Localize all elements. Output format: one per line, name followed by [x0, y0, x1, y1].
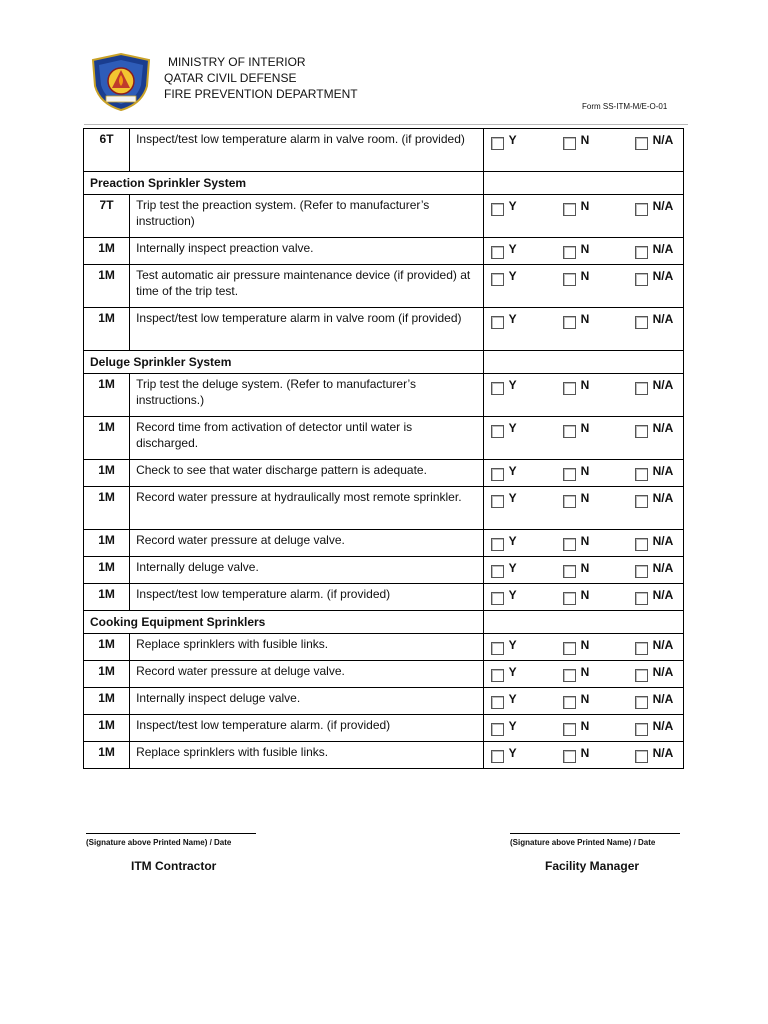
option-no[interactable] [563, 491, 590, 508]
checkbox-yes[interactable] [491, 565, 504, 578]
manager-role-label: Facility Manager [545, 859, 640, 873]
option-na[interactable] [635, 378, 674, 395]
contractor-role-label: ITM Contractor [131, 859, 217, 873]
section-answer-cell [483, 611, 683, 634]
checkbox-na[interactable] [635, 495, 648, 508]
frequency-cell: 1M [84, 460, 130, 487]
frequency-cell: 1M [84, 634, 130, 661]
option-yes[interactable] [491, 746, 517, 763]
option-label-na: N/A [652, 242, 674, 256]
option-yes[interactable] [491, 312, 517, 329]
ministry-line: MINISTRY OF INTERIOR [168, 55, 306, 69]
checkbox-no[interactable] [563, 316, 576, 329]
checkbox-na[interactable] [635, 592, 648, 605]
option-label-no: N [580, 242, 590, 256]
checkbox-no[interactable] [563, 565, 576, 578]
option-na[interactable] [635, 638, 674, 655]
section-row [84, 172, 684, 195]
task-description: Record water pressure at hydraulically most remote sprinkler. [130, 487, 484, 530]
answer-cell [483, 742, 683, 769]
frequency-cell: 1M [84, 487, 130, 530]
option-no[interactable] [563, 242, 590, 259]
checkbox-no[interactable] [563, 750, 576, 763]
option-label-no: N [580, 588, 590, 602]
civil-defense-line: QATAR CIVIL DEFENSE [164, 71, 297, 85]
frequency-cell: 1M [84, 265, 130, 308]
option-yes[interactable] [491, 534, 517, 551]
option-label-na: N/A [652, 133, 674, 147]
answer-options [491, 491, 683, 509]
option-no[interactable] [563, 534, 590, 551]
option-label-na: N/A [652, 312, 674, 326]
option-no[interactable] [563, 421, 590, 438]
task-description: Inspect/test low temperature alarm. (if provided) [130, 715, 484, 742]
option-label-yes: Y [508, 199, 517, 213]
checklist-row [84, 557, 684, 584]
task-description: Internally inspect preaction valve. [130, 238, 484, 265]
checkbox-na[interactable] [635, 137, 648, 150]
frequency-cell: 1M [84, 238, 130, 265]
checkbox-yes[interactable] [491, 750, 504, 763]
option-label-na: N/A [652, 378, 674, 392]
checklist-row [84, 308, 684, 351]
answer-cell [483, 129, 683, 172]
option-label-yes: Y [508, 746, 517, 760]
option-label-yes: Y [508, 534, 517, 548]
option-yes[interactable] [491, 269, 517, 286]
frequency-cell: 1M [84, 417, 130, 460]
option-label-no: N [580, 665, 590, 679]
checklist-row [84, 374, 684, 417]
answer-options [491, 692, 683, 710]
option-label-yes: Y [508, 588, 517, 602]
option-no[interactable] [563, 746, 590, 763]
section-title: Deluge Sprinkler System [84, 351, 484, 374]
checklist-row [84, 238, 684, 265]
option-yes[interactable] [491, 421, 517, 438]
option-no[interactable] [563, 464, 590, 481]
checklist-row [84, 661, 684, 688]
answer-options [491, 242, 683, 260]
option-label-yes: Y [508, 312, 517, 326]
option-label-yes: Y [508, 133, 517, 147]
option-label-yes: Y [508, 692, 517, 706]
answer-cell [483, 661, 683, 688]
checkbox-na[interactable] [635, 642, 648, 655]
answer-cell [483, 688, 683, 715]
checklist-row [84, 742, 684, 769]
checklist-row [84, 688, 684, 715]
section-answer-cell [483, 172, 683, 195]
answer-cell [483, 374, 683, 417]
option-yes[interactable] [491, 561, 517, 578]
checklist-row [84, 584, 684, 611]
manager-signature-line[interactable]: (Signature above Printed Name) / Date [510, 833, 680, 847]
option-no[interactable] [563, 692, 590, 709]
checkbox-no[interactable] [563, 425, 576, 438]
option-label-na: N/A [652, 269, 674, 283]
option-label-na: N/A [652, 588, 674, 602]
option-label-na: N/A [652, 534, 674, 548]
frequency-cell: 1M [84, 661, 130, 688]
checkbox-yes[interactable] [491, 696, 504, 709]
checklist-row [84, 715, 684, 742]
option-label-na: N/A [652, 199, 674, 213]
frequency-cell: 1M [84, 715, 130, 742]
option-yes[interactable] [491, 491, 517, 508]
checkbox-na[interactable] [635, 538, 648, 551]
checkbox-yes[interactable] [491, 273, 504, 286]
answer-options [491, 665, 683, 683]
checklist-row [84, 487, 684, 530]
answer-options [491, 269, 683, 287]
answer-options [491, 133, 683, 151]
checkbox-na[interactable] [635, 246, 648, 259]
checkbox-no[interactable] [563, 137, 576, 150]
option-label-no: N [580, 491, 590, 505]
option-na[interactable] [635, 491, 674, 508]
option-label-na: N/A [652, 638, 674, 652]
task-description: Replace sprinklers with fusible links. [130, 634, 484, 661]
section-answer-cell [483, 351, 683, 374]
checkbox-na[interactable] [635, 750, 648, 763]
task-description: Record water pressure at deluge valve. [130, 661, 484, 688]
frequency-cell: 1M [84, 742, 130, 769]
option-no[interactable] [563, 199, 590, 216]
checkbox-na[interactable] [635, 425, 648, 438]
option-na[interactable] [635, 665, 674, 682]
option-no[interactable] [563, 133, 590, 150]
checkbox-yes[interactable] [491, 538, 504, 551]
department-line: FIRE PREVENTION DEPARTMENT [164, 87, 358, 101]
checkbox-yes[interactable] [491, 382, 504, 395]
option-na[interactable] [635, 692, 674, 709]
option-no[interactable] [563, 312, 590, 329]
form-code: Form SS-ITM-M/E-O-01 [582, 102, 668, 111]
checkbox-no[interactable] [563, 468, 576, 481]
header-divider [84, 124, 688, 125]
answer-cell [483, 530, 683, 557]
checkbox-yes[interactable] [491, 468, 504, 481]
checklist-row [84, 460, 684, 487]
answer-cell [483, 460, 683, 487]
option-label-yes: Y [508, 269, 517, 283]
frequency-cell: 1M [84, 530, 130, 557]
option-label-yes: Y [508, 561, 517, 575]
frequency-cell: 1M [84, 374, 130, 417]
option-label-no: N [580, 692, 590, 706]
task-description: Test automatic air pressure maintenance device (if provided) at time of the trip test. [130, 265, 484, 308]
task-description: Record water pressure at deluge valve. [130, 530, 484, 557]
option-label-yes: Y [508, 719, 517, 733]
answer-cell [483, 557, 683, 584]
checkbox-no[interactable] [563, 592, 576, 605]
checkbox-yes[interactable] [491, 246, 504, 259]
checklist-row [84, 530, 684, 557]
answer-options [491, 312, 683, 330]
answer-cell [483, 487, 683, 530]
option-na[interactable] [635, 464, 674, 481]
answer-options [491, 746, 683, 764]
answer-options [491, 719, 683, 737]
option-no[interactable] [563, 665, 590, 682]
answer-options [491, 588, 683, 606]
checkbox-na[interactable] [635, 723, 648, 736]
option-yes[interactable] [491, 692, 517, 709]
option-yes[interactable] [491, 588, 517, 605]
option-no[interactable] [563, 269, 590, 286]
task-description: Replace sprinklers with fusible links. [130, 742, 484, 769]
checkbox-yes[interactable] [491, 495, 504, 508]
section-title: Preaction Sprinkler System [84, 172, 484, 195]
option-label-yes: Y [508, 638, 517, 652]
answer-cell [483, 584, 683, 611]
checkbox-no[interactable] [563, 203, 576, 216]
option-yes[interactable] [491, 199, 517, 216]
option-label-no: N [580, 746, 590, 760]
answer-cell [483, 265, 683, 308]
option-yes[interactable] [491, 464, 517, 481]
checkbox-yes[interactable] [491, 137, 504, 150]
checkbox-na[interactable] [635, 565, 648, 578]
task-description: Inspect/test low temperature alarm in valve room (if provided) [130, 308, 484, 351]
option-na[interactable] [635, 133, 674, 150]
checklist-row [84, 265, 684, 308]
task-description: Trip test the deluge system. (Refer to manufacturer’s instructions.) [130, 374, 484, 417]
task-description: Internally deluge valve. [130, 557, 484, 584]
frequency-cell: 7T [84, 195, 130, 238]
checkbox-no[interactable] [563, 273, 576, 286]
option-yes[interactable] [491, 242, 517, 259]
answer-cell [483, 308, 683, 351]
option-label-no: N [580, 561, 590, 575]
option-label-na: N/A [652, 746, 674, 760]
answer-options [491, 638, 683, 656]
option-na[interactable] [635, 561, 674, 578]
checkbox-yes[interactable] [491, 425, 504, 438]
option-label-no: N [580, 133, 590, 147]
option-label-na: N/A [652, 491, 674, 505]
option-label-na: N/A [652, 692, 674, 706]
option-na[interactable] [635, 719, 674, 736]
civil-defense-emblem-icon [90, 52, 152, 112]
checkbox-no[interactable] [563, 495, 576, 508]
option-label-no: N [580, 421, 590, 435]
task-description: Internally inspect deluge valve. [130, 688, 484, 715]
option-no[interactable] [563, 638, 590, 655]
checkbox-no[interactable] [563, 382, 576, 395]
frequency-cell: 6T [84, 129, 130, 172]
option-label-no: N [580, 534, 590, 548]
checkbox-yes[interactable] [491, 669, 504, 682]
answer-options [491, 534, 683, 552]
option-label-yes: Y [508, 242, 517, 256]
checkbox-no[interactable] [563, 538, 576, 551]
contractor-signature-line[interactable]: (Signature above Printed Name) / Date [86, 833, 256, 847]
option-label-yes: Y [508, 491, 517, 505]
answer-cell [483, 634, 683, 661]
checkbox-na[interactable] [635, 669, 648, 682]
answer-cell [483, 715, 683, 742]
task-description: Record time from activation of detector until water is discharged. [130, 417, 484, 460]
option-label-yes: Y [508, 464, 517, 478]
option-na[interactable] [635, 534, 674, 551]
option-no[interactable] [563, 588, 590, 605]
option-na[interactable] [635, 242, 674, 259]
checklist-row [84, 195, 684, 238]
option-label-yes: Y [508, 421, 517, 435]
option-no[interactable] [563, 719, 590, 736]
checklist-row [84, 417, 684, 460]
checklist-row [84, 129, 684, 172]
checkbox-yes[interactable] [491, 642, 504, 655]
option-label-no: N [580, 638, 590, 652]
option-yes[interactable] [491, 719, 517, 736]
checkbox-na[interactable] [635, 696, 648, 709]
checkbox-no[interactable] [563, 723, 576, 736]
checkbox-yes[interactable] [491, 723, 504, 736]
option-label-na: N/A [652, 421, 674, 435]
option-yes[interactable] [491, 665, 517, 682]
checkbox-no[interactable] [563, 246, 576, 259]
option-no[interactable] [563, 561, 590, 578]
answer-options [491, 561, 683, 579]
answer-cell [483, 195, 683, 238]
option-yes[interactable] [491, 378, 517, 395]
checklist-table [83, 128, 684, 769]
option-label-no: N [580, 199, 590, 213]
option-na[interactable] [635, 421, 674, 438]
option-na[interactable] [635, 588, 674, 605]
option-no[interactable] [563, 378, 590, 395]
option-label-no: N [580, 269, 590, 283]
header-block [164, 54, 358, 102]
section-row [84, 611, 684, 634]
option-yes[interactable] [491, 638, 517, 655]
task-description: Inspect/test low temperature alarm. (if provided) [130, 584, 484, 611]
answer-cell [483, 238, 683, 265]
checkbox-no[interactable] [563, 669, 576, 682]
checkbox-no[interactable] [563, 696, 576, 709]
frequency-cell: 1M [84, 688, 130, 715]
checkbox-yes[interactable] [491, 203, 504, 216]
checklist-row [84, 634, 684, 661]
checkbox-na[interactable] [635, 468, 648, 481]
frequency-cell: 1M [84, 584, 130, 611]
checkbox-no[interactable] [563, 642, 576, 655]
option-label-na: N/A [652, 665, 674, 679]
answer-cell [483, 417, 683, 460]
option-label-yes: Y [508, 665, 517, 679]
checkbox-na[interactable] [635, 273, 648, 286]
checkbox-na[interactable] [635, 203, 648, 216]
option-yes[interactable] [491, 133, 517, 150]
answer-options [491, 464, 683, 482]
option-label-no: N [580, 464, 590, 478]
checkbox-yes[interactable] [491, 316, 504, 329]
task-description: Check to see that water discharge pattern is adequate. [130, 460, 484, 487]
option-label-no: N [580, 719, 590, 733]
option-label-no: N [580, 378, 590, 392]
option-label-na: N/A [652, 719, 674, 733]
option-label-na: N/A [652, 464, 674, 478]
option-label-yes: Y [508, 378, 517, 392]
section-title: Cooking Equipment Sprinklers [84, 611, 484, 634]
checkbox-yes[interactable] [491, 592, 504, 605]
option-na[interactable] [635, 312, 674, 329]
section-row [84, 351, 684, 374]
option-na[interactable] [635, 746, 674, 763]
option-label-no: N [580, 312, 590, 326]
option-na[interactable] [635, 269, 674, 286]
checkbox-na[interactable] [635, 382, 648, 395]
answer-options [491, 421, 683, 439]
answer-options [491, 199, 683, 217]
frequency-cell: 1M [84, 557, 130, 584]
task-description: Inspect/test low temperature alarm in valve room. (if provided) [130, 129, 484, 172]
option-na[interactable] [635, 199, 674, 216]
task-description: Trip test the preaction system. (Refer to manufacturer’s instruction) [130, 195, 484, 238]
answer-options [491, 378, 683, 396]
checkbox-na[interactable] [635, 316, 648, 329]
option-label-na: N/A [652, 561, 674, 575]
frequency-cell: 1M [84, 308, 130, 351]
